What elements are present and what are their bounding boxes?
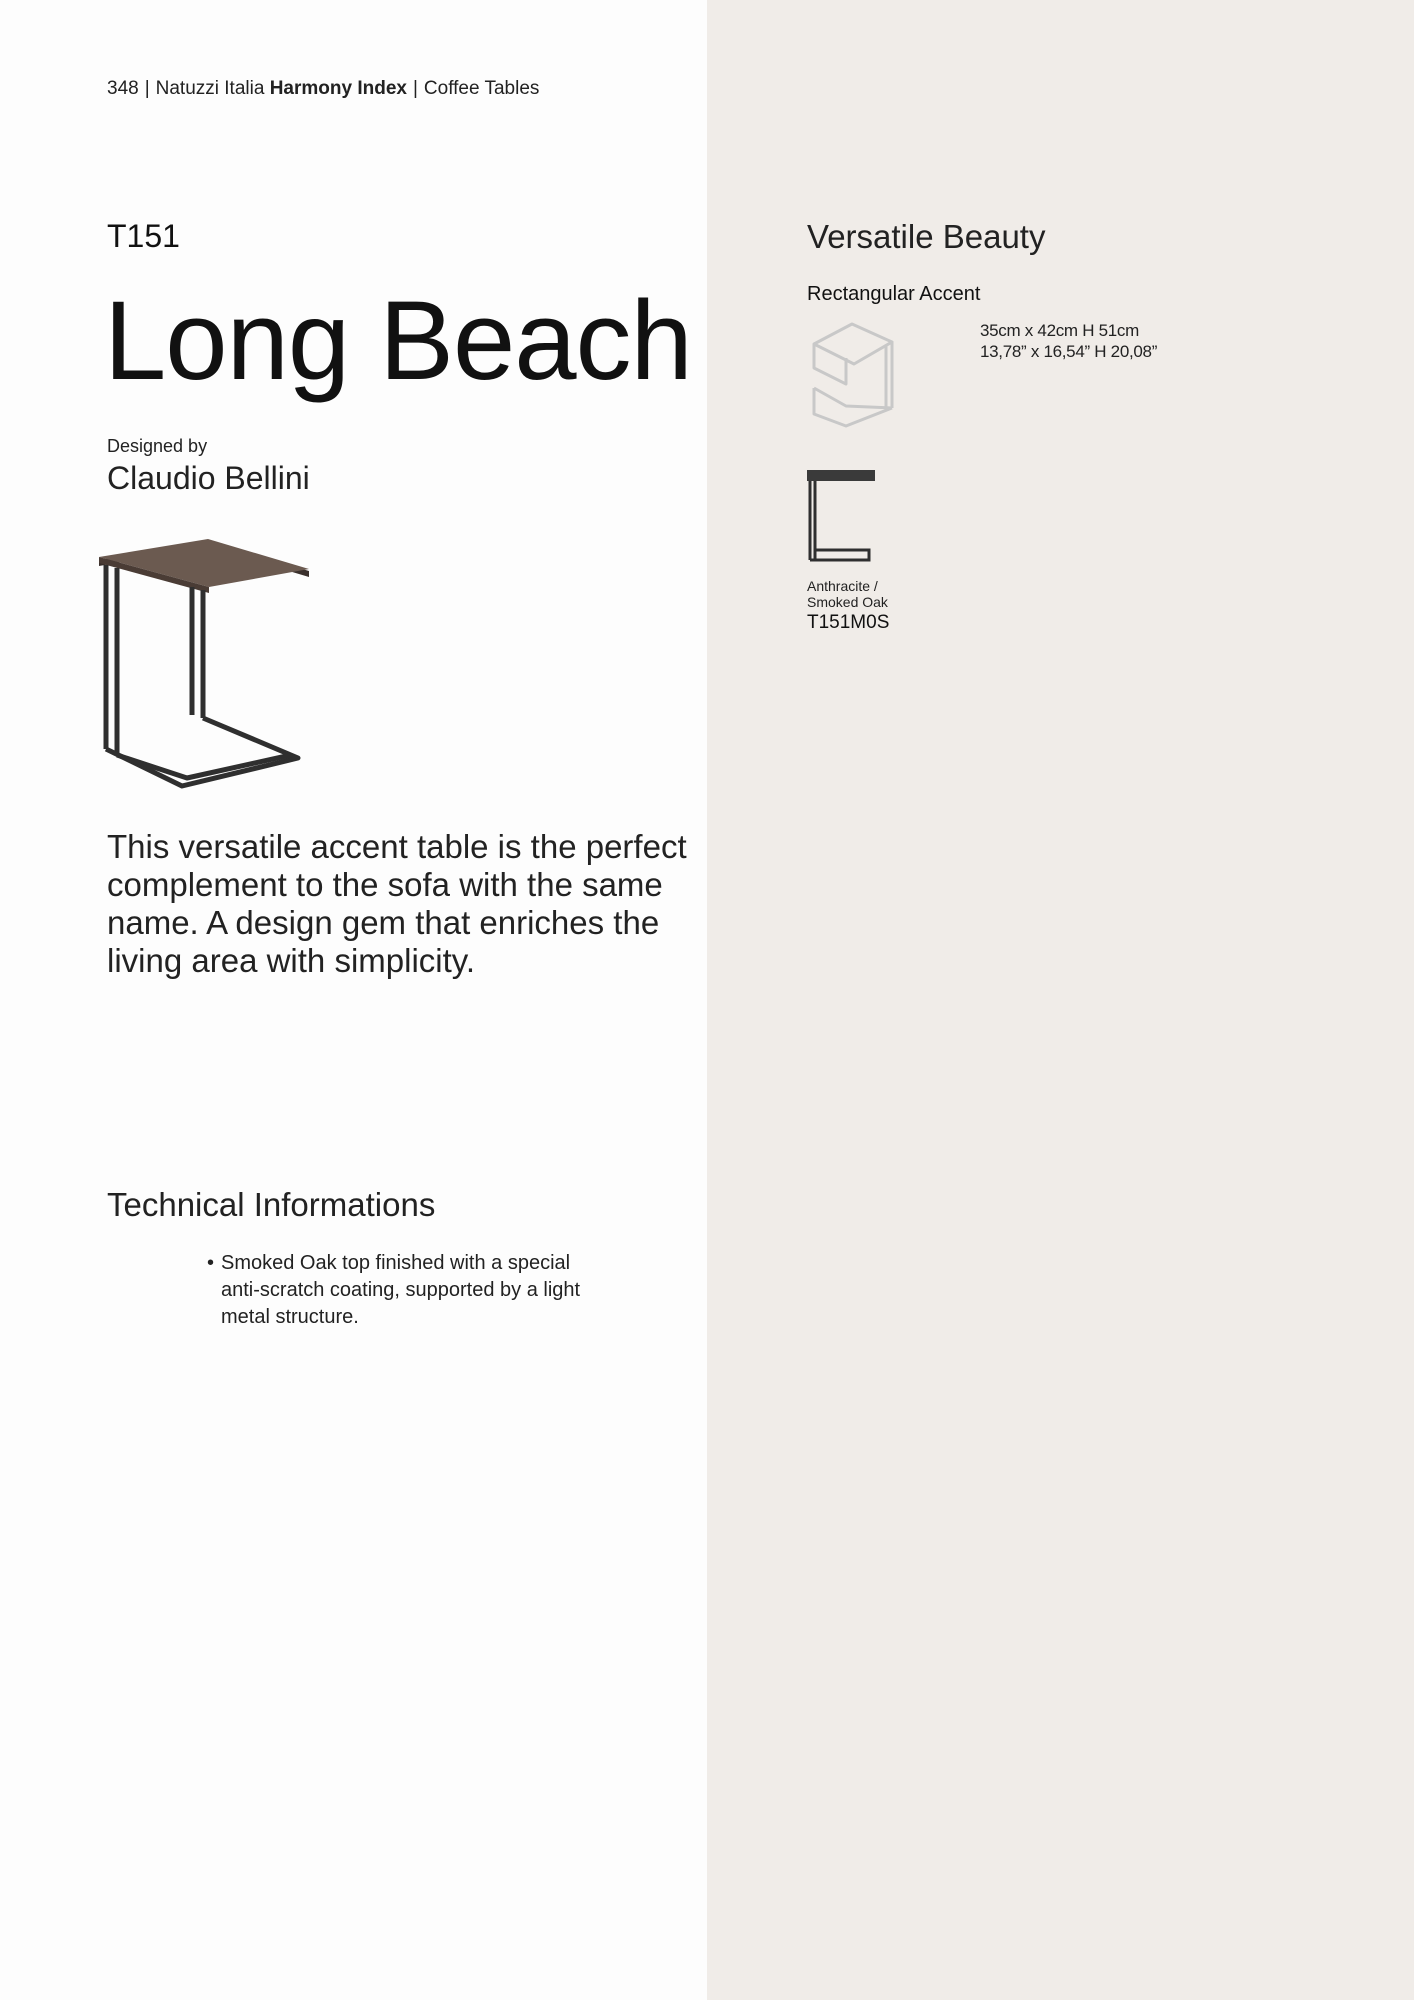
page-header — [107, 78, 539, 100]
product-hero-image — [95, 535, 315, 795]
thumb-top — [807, 470, 875, 481]
designed-by-label: Designed by — [107, 436, 208, 456]
technical-list — [207, 1250, 607, 1331]
finish-line-1: Anthracite / — [807, 578, 878, 594]
brand-name: Natuzzi Italia — [155, 78, 265, 99]
finish-name — [807, 578, 888, 610]
technical-heading: Technical Informations — [107, 1186, 436, 1223]
product-code: T151 — [107, 218, 180, 254]
finish-line-2: Smoked Oak — [807, 594, 888, 610]
technical-item: • Smoked Oak top finished with a special anti-scratch coating, supported by a light metal structure. — [207, 1250, 607, 1331]
designer-name: Claudio Bellini — [107, 460, 310, 496]
finish-code: T151M0S — [807, 612, 890, 633]
dims-metric: 35cm x 42cm H 51cm — [980, 321, 1139, 340]
index-name: Harmony Index — [269, 78, 407, 99]
product-description: This versatile accent table is the perfect complement to the sofa with the same name. A design gem that enriches the living area with simplicity. — [107, 828, 687, 979]
variant-subtitle: Rectangular Accent — [807, 283, 981, 305]
dimensions — [980, 320, 1157, 362]
product-thumbnail — [803, 466, 879, 568]
section-title: Versatile Beauty — [807, 218, 1046, 255]
header-separator: | — [412, 78, 418, 99]
table-outline-drawing — [808, 318, 900, 430]
category-name: Coffee Tables — [423, 78, 540, 99]
header-separator: | — [144, 78, 150, 99]
page-number: 348 — [107, 78, 139, 99]
table-top — [99, 539, 309, 587]
product-title: Long Beach — [104, 278, 692, 403]
dims-imperial: 13,78” x 16,54” H 20,08” — [980, 342, 1158, 361]
metal-frame — [106, 565, 298, 786]
